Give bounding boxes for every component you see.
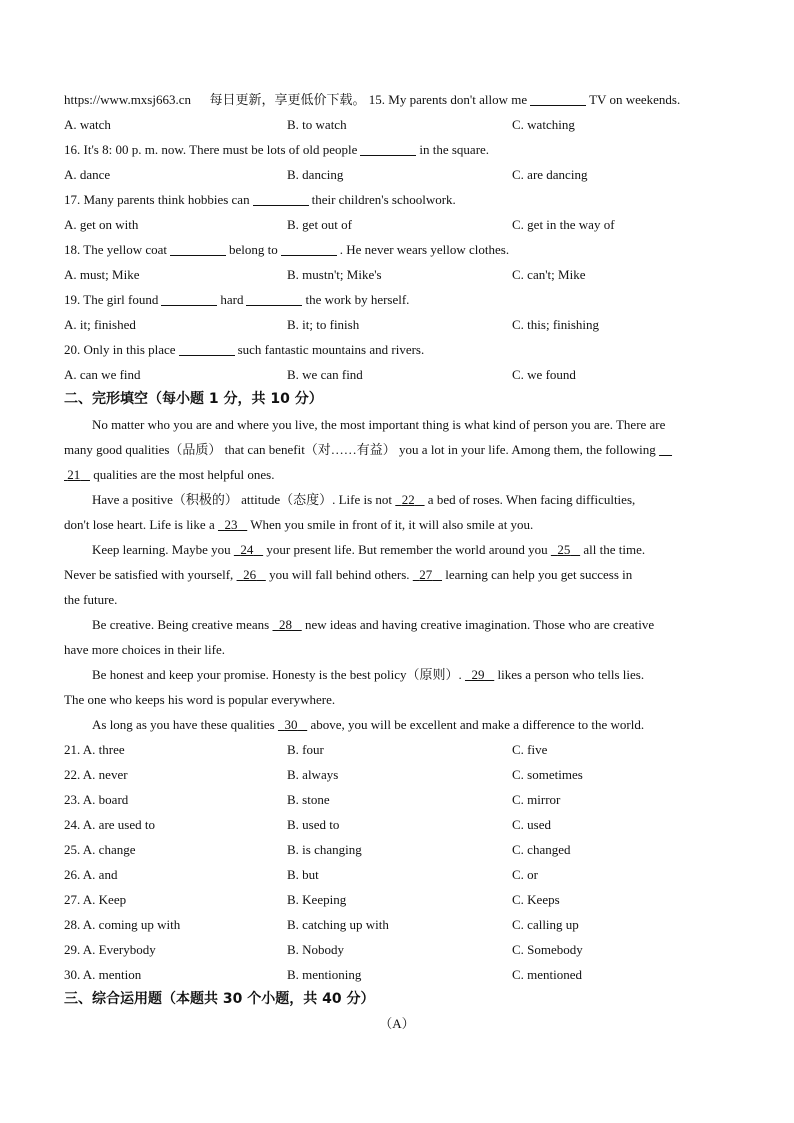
option-c: C. get in the way of — [512, 217, 615, 232]
answer-blank — [360, 141, 416, 156]
option-c: C. can't; Mike — [512, 267, 586, 282]
cloze-text: Be honest and keep your promise. Honesty is the best policy（原则）. — [92, 667, 462, 682]
cloze-blank-23 — [218, 517, 247, 532]
question-19 — [64, 287, 730, 312]
cloze-text: likes a person who tells lies. — [497, 667, 645, 682]
exam-page — [64, 87, 730, 1012]
option-b: B. used to — [287, 817, 340, 832]
option-b: B. mustn't; Mike's — [287, 267, 382, 282]
cloze-blank-28 — [272, 617, 301, 632]
cloze-paragraph-5-line-1 — [64, 662, 730, 687]
option-c: C. changed — [512, 842, 571, 857]
option-a: A. must; Mike — [64, 267, 140, 282]
cloze-blank-27 — [413, 567, 442, 582]
answer-blank — [246, 291, 302, 306]
blank-number: 23 — [224, 517, 238, 532]
blank-number: 30 — [284, 717, 298, 732]
cloze-blank-24 — [234, 542, 263, 557]
q17-stem: 17. Many parents think hobbies can — [64, 192, 250, 207]
passage-label: （A） — [379, 1016, 415, 1031]
cloze-text: Never be satisfied with yourself, — [64, 567, 234, 582]
option-b: B. stone — [287, 792, 330, 807]
source-slogan: 每日更新，享更低价下载。 — [209, 92, 366, 107]
cloze-paragraph-4-line-2: have more choices in their life. — [64, 642, 225, 657]
option-b: B. catching up with — [287, 917, 389, 932]
option-a: 22. A. never — [64, 767, 128, 782]
answer-blank — [170, 241, 226, 256]
q19-options — [64, 312, 730, 337]
cloze-options-27 — [64, 887, 730, 912]
q15-options — [64, 112, 730, 137]
section-title-cloze: 二、完形填空（每小题 1 分，共 10 分） — [64, 391, 323, 407]
q16-stem: 16. It's 8: 00 p. m. now. There must be lots of old people — [64, 142, 358, 157]
option-a: A. can we find — [64, 367, 141, 382]
cloze-paragraph-1-line-1: No matter who you are and where you live, the most important thing is what kind of person you are. There are — [92, 417, 666, 432]
cloze-options-29 — [64, 937, 730, 962]
cloze-blank-21 — [64, 467, 90, 482]
option-a: A. watch — [64, 117, 111, 132]
option-c: C. mentioned — [512, 967, 583, 982]
blank-number: 27 — [419, 567, 433, 582]
cloze-paragraph-6 — [64, 712, 730, 737]
cloze-options-30 — [64, 962, 730, 987]
option-b: B. is changing — [287, 842, 362, 857]
option-b: B. we can find — [287, 367, 363, 382]
question-16 — [64, 137, 730, 162]
option-c: C. calling up — [512, 917, 579, 932]
question-20 — [64, 337, 730, 362]
option-a: 27. A. Keep — [64, 892, 127, 907]
option-c: C. sometimes — [512, 767, 583, 782]
cloze-text: qualities are the most helpful ones. — [93, 467, 275, 482]
option-c: C. Keeps — [512, 892, 560, 907]
q15-stem-end: TV on weekends. — [589, 92, 681, 107]
option-b: B. it; to finish — [287, 317, 360, 332]
cloze-blank — [659, 442, 672, 457]
cloze-blank-22 — [395, 492, 424, 507]
option-b: B. dancing — [287, 167, 344, 182]
source-url: https://www.mxsj663.cn — [64, 92, 191, 107]
cloze-options-21 — [64, 737, 730, 762]
option-c: C. Somebody — [512, 942, 583, 957]
section-title-comprehensive: 三、综合运用题（本题共 30 个小题，共 40 分） — [64, 991, 375, 1007]
q17-options — [64, 212, 730, 237]
blank-number: 22 — [401, 492, 415, 507]
blank-number: 26 — [243, 567, 257, 582]
option-c: C. five — [512, 742, 548, 757]
option-a: 23. A. board — [64, 792, 129, 807]
answer-blank — [161, 291, 217, 306]
q19-stem: 19. The girl found — [64, 292, 159, 307]
answer-blank — [530, 91, 586, 106]
q19-stem-end: the work by herself. — [305, 292, 410, 307]
cloze-blank-26 — [237, 567, 266, 582]
option-b: B. Nobody — [287, 942, 345, 957]
cloze-options-22 — [64, 762, 730, 787]
blank-number: 21 — [67, 467, 81, 482]
option-a: 21. A. three — [64, 742, 125, 757]
cloze-text: When you smile in front of it, it will also smile at you. — [250, 517, 534, 532]
blank-number: 24 — [240, 542, 254, 557]
answer-blank — [253, 191, 309, 206]
cloze-text: your present life. But remember the world around you — [266, 542, 548, 557]
cloze-text: above, you will be excellent and make a difference to the world. — [310, 717, 645, 732]
cloze-text: Have a positive（积极的） attitude（态度）. Life is not — [92, 492, 393, 507]
cloze-paragraph-4-line-1 — [64, 612, 730, 637]
option-a: A. get on with — [64, 217, 139, 232]
question-18 — [64, 237, 730, 262]
option-b: B. always — [287, 767, 339, 782]
cloze-options-26 — [64, 862, 730, 887]
q20-options — [64, 362, 730, 387]
option-c: C. this; finishing — [512, 317, 600, 332]
q20-stem-end: such fantastic mountains and rivers. — [237, 342, 425, 357]
cloze-text: Be creative. Being creative means — [92, 617, 270, 632]
option-c: C. watching — [512, 117, 575, 132]
q18-stem: 18. The yellow coat — [64, 242, 168, 257]
cloze-text: many good qualities（品质） that can benefit（对……有益） you a lot in your life. Among them, the following — [64, 442, 656, 457]
cloze-text: Keep learning. Maybe you — [92, 542, 231, 557]
cloze-paragraph-3-line-3: the future. — [64, 592, 118, 607]
cloze-paragraph-5-line-2: The one who keeps his word is popular everywhere. — [64, 692, 336, 707]
blank-number: 25 — [557, 542, 571, 557]
cloze-paragraph-3-line-2 — [64, 562, 730, 587]
cloze-options-24 — [64, 812, 730, 837]
option-c: C. are dancing — [512, 167, 588, 182]
q16-options — [64, 162, 730, 187]
q17-stem-end: their children's schoolwork. — [311, 192, 456, 207]
q18-stem-end: . He never wears yellow clothes. — [339, 242, 510, 257]
cloze-paragraph-1-line-2 — [64, 437, 730, 462]
option-a: 30. A. mention — [64, 967, 142, 982]
cloze-blank-25 — [551, 542, 580, 557]
option-b: B. mentioning — [287, 967, 362, 982]
cloze-text: you will fall behind others. — [269, 567, 410, 582]
option-a: A. dance — [64, 167, 111, 182]
q18-stem-mid: belong to — [229, 242, 278, 257]
cloze-text: learning can help you get success in — [445, 567, 633, 582]
q16-stem-end: in the square. — [419, 142, 490, 157]
option-a: 26. A. and — [64, 867, 118, 882]
option-a: 29. A. Everybody — [64, 942, 156, 957]
option-a: A. it; finished — [64, 317, 136, 332]
blank-number: 28 — [278, 617, 292, 632]
cloze-blank-29 — [465, 667, 494, 682]
cloze-text: a bed of roses. When facing difficulties, — [427, 492, 636, 507]
option-c: C. or — [512, 867, 538, 882]
option-a: 28. A. coming up with — [64, 917, 181, 932]
option-a: 24. A. are used to — [64, 817, 155, 832]
answer-blank — [281, 241, 337, 256]
q19-stem-mid: hard — [220, 292, 244, 307]
cloze-paragraph-2-line-1 — [64, 487, 730, 512]
cloze-paragraph-2-line-2 — [64, 512, 730, 537]
cloze-options-28 — [64, 912, 730, 937]
q15-stem: 15. My parents don't allow me — [368, 92, 528, 107]
blank-number: 29 — [471, 667, 485, 682]
q20-stem: 20. Only in this place — [64, 342, 176, 357]
cloze-text: don't lose heart. Life is like a — [64, 517, 215, 532]
cloze-text: all the time. — [583, 542, 646, 557]
option-b: B. get out of — [287, 217, 352, 232]
option-c: C. we found — [512, 367, 576, 382]
option-c: C. used — [512, 817, 551, 832]
option-b: B. but — [287, 867, 319, 882]
cloze-text: As long as you have these qualities — [92, 717, 275, 732]
cloze-options-25 — [64, 837, 730, 862]
question-15 — [64, 87, 730, 112]
cloze-paragraph-1-line-3 — [64, 462, 730, 487]
option-b: B. to watch — [287, 117, 347, 132]
q18-options — [64, 262, 730, 287]
question-17 — [64, 187, 730, 212]
cloze-paragraph-3-line-1 — [64, 537, 730, 562]
answer-blank — [179, 341, 235, 356]
option-c: C. mirror — [512, 792, 561, 807]
option-a: 25. A. change — [64, 842, 136, 857]
cloze-blank-30 — [278, 717, 307, 732]
cloze-text: new ideas and having creative imagination. Those who are creative — [304, 617, 655, 632]
option-b: B. Keeping — [287, 892, 347, 907]
option-b: B. four — [287, 742, 324, 757]
cloze-options-23 — [64, 787, 730, 812]
